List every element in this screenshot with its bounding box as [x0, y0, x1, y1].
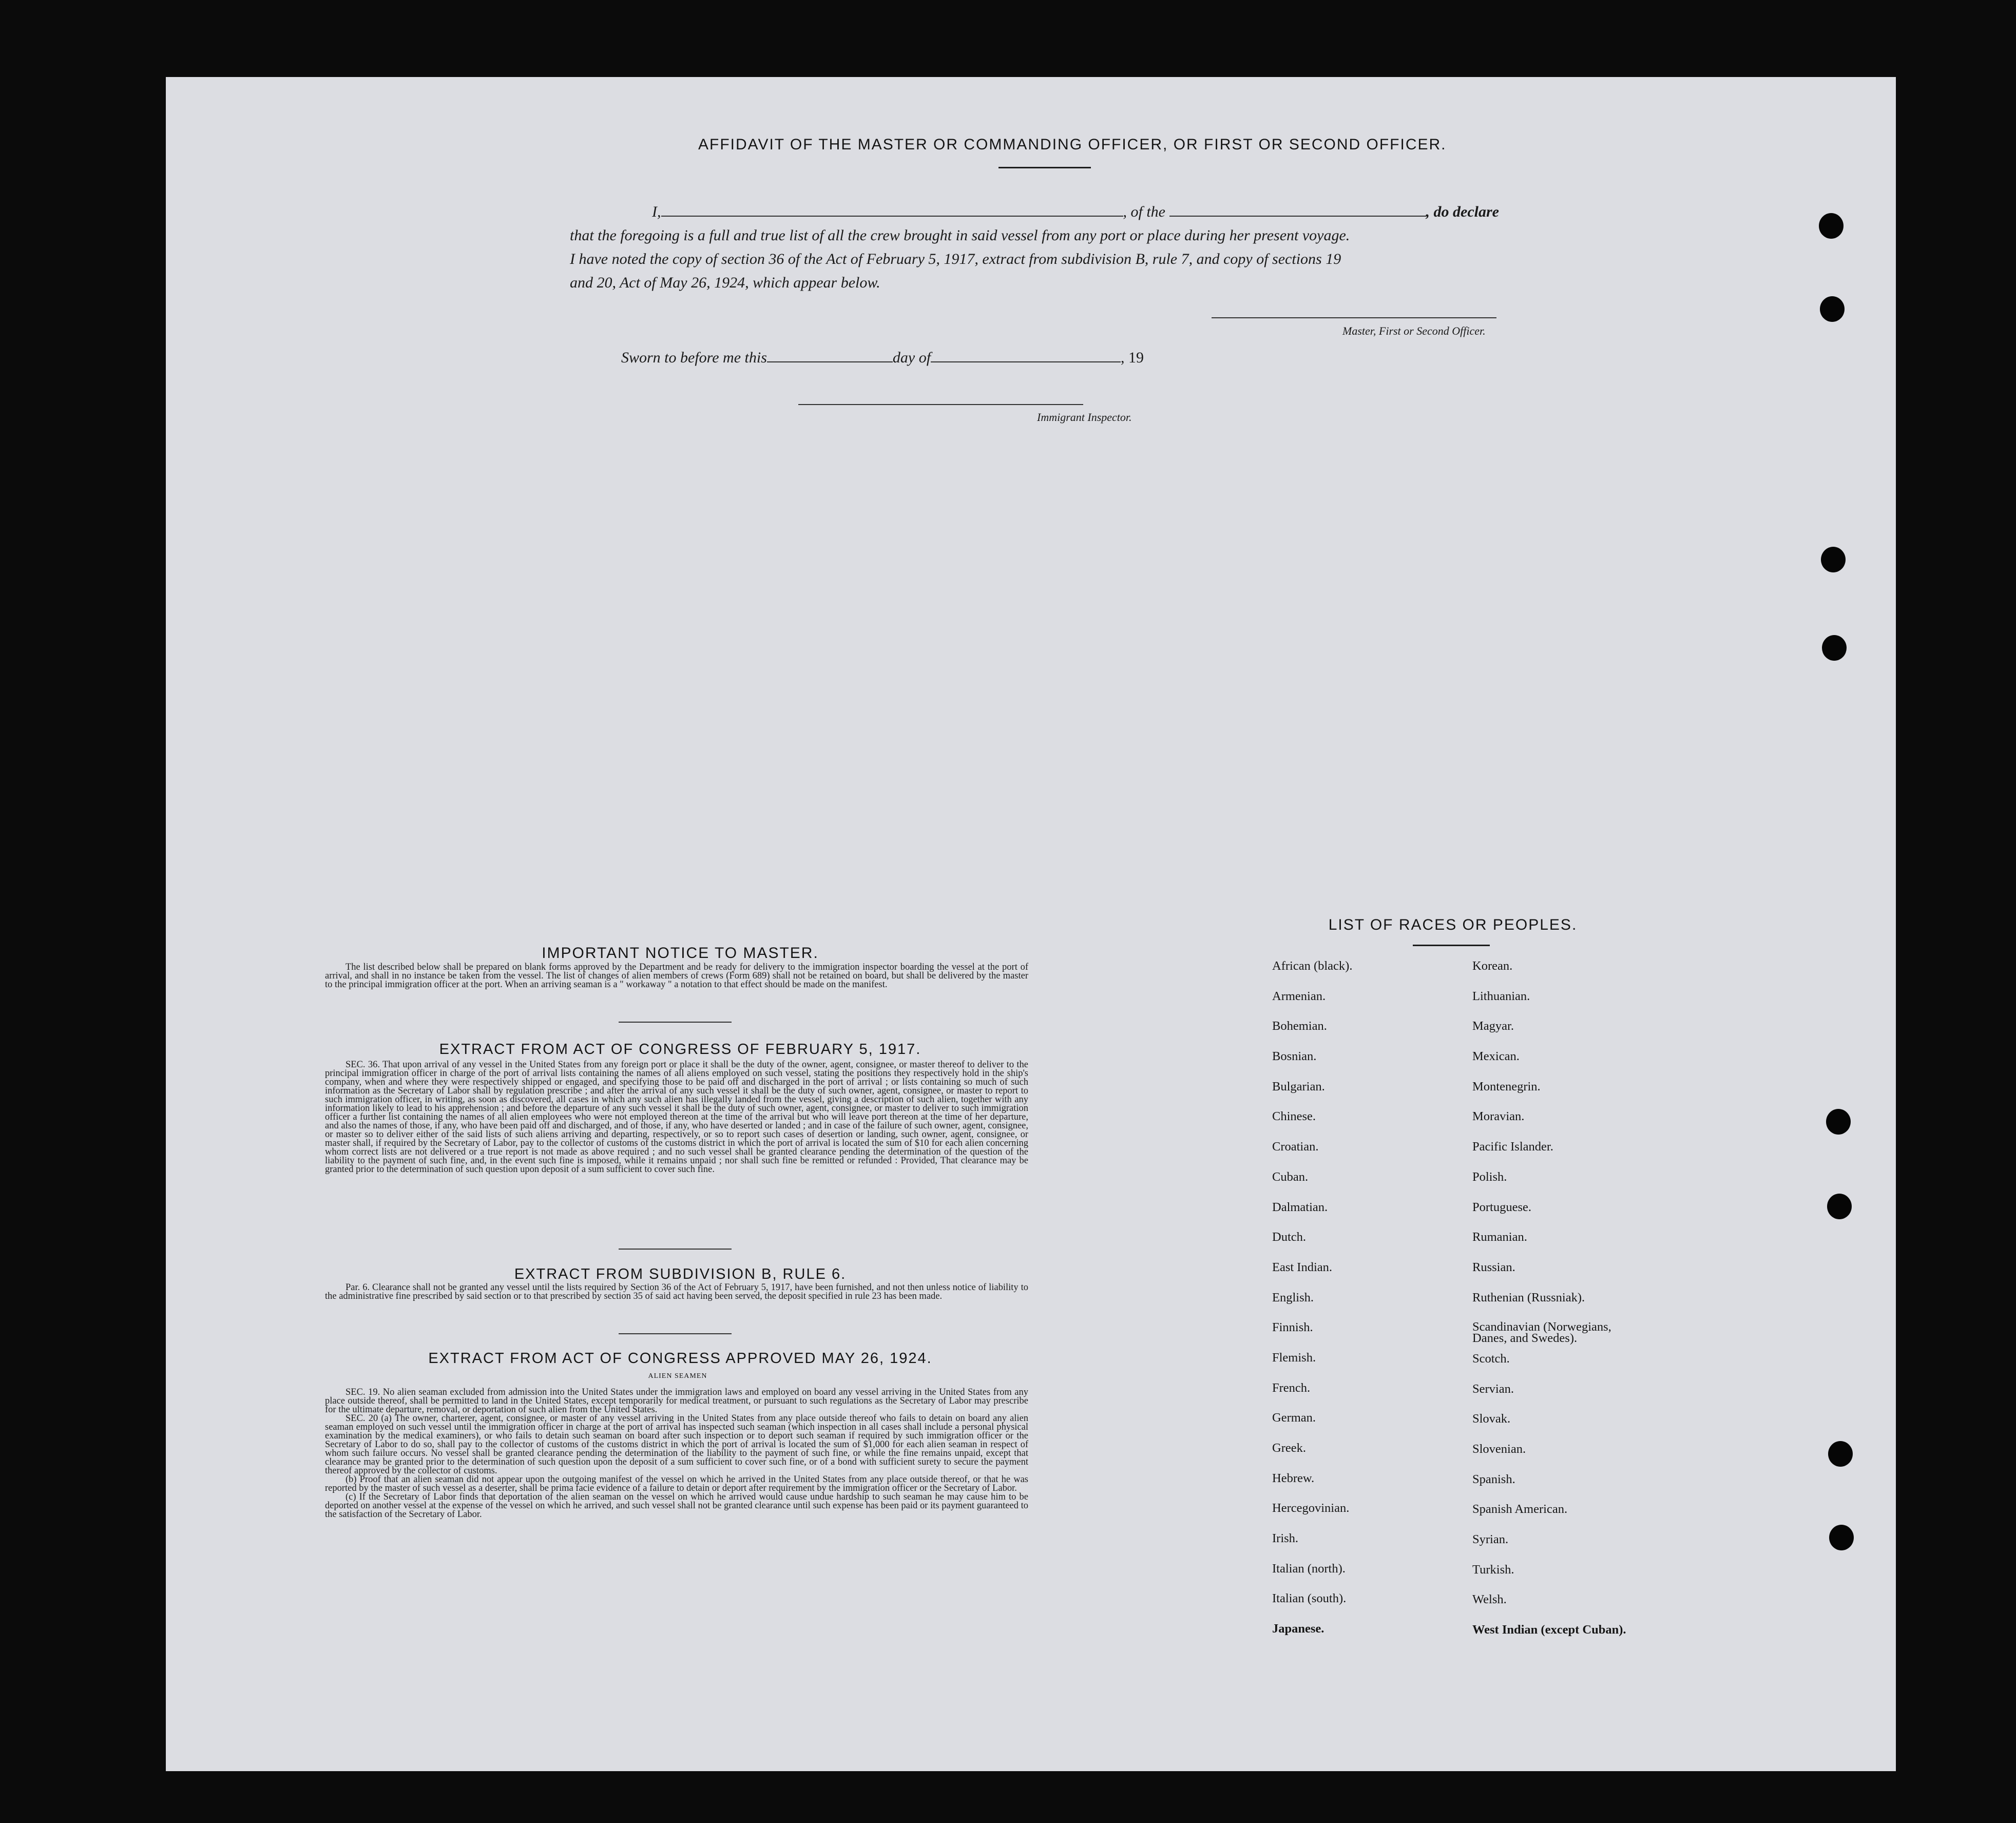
do-declare-label: , do declare: [1426, 203, 1499, 220]
race-item: Russian.: [1472, 1260, 1515, 1274]
race-item: Welsh.: [1472, 1592, 1507, 1607]
race-item: Finnish.: [1272, 1320, 1313, 1335]
punch-hole: [1821, 547, 1846, 572]
sworn-prefix: Sworn to before me this: [621, 349, 767, 366]
sworn-line: [621, 349, 1144, 367]
extract-1917-title: EXTRACT FROM ACT OF CONGRESS OF FEBRUARY 5, 1917.: [439, 1041, 921, 1058]
race-item: Slovak.: [1472, 1412, 1511, 1426]
divider: [999, 167, 1091, 168]
notice-title: IMPORTANT NOTICE TO MASTER.: [542, 945, 819, 962]
notice-body: The list described below shall be prepared on blank forms approved by the Department and be ready for delivery to the immigration inspector boarding the vessel at the port of arrival, and shall in no instance be taken from the vessel. The list of changes of alien members of crews (Form 689) shall not be retained on board, but shall be delivered by the master to the principal immigration officer at the port. When an arriving seaman is a " workaway " a notation to that effect should be made on the manifest.: [325, 962, 1028, 990]
race-item: Lithuanian.: [1472, 989, 1530, 1003]
race-item: East Indian.: [1272, 1260, 1333, 1274]
race-item: Portuguese.: [1472, 1200, 1531, 1214]
punch-hole: [1829, 1525, 1854, 1550]
extract-1917-body: SEC. 36. That upon arrival of any vessel in the United States from any foreign port or place it shall be the duty of the owner, agent, consignee, or master thereof to deliver to the principal immigration officer in charge of the port of arrival lists containing the names of all aliens employed on such vessel, stating the positions they respectively hold in the ship's company, when and where they were respectively shipped or engaged, and specifying those to be paid off and discharged in the port of arrival ; or lists containing so much of such information as the Secretary of Labor shall by regulation prescribe ; and after the arrival of any such vessel it shall be the duty of such owner, agent, consignee, or master to report to such immigration officer, in writing, as soon as discovered, all cases in which any such alien has illegally landed from the vessel, giving a description of such alien, together with any information likely to lead to his apprehension ; and before the departure of any such vessel it shall be the duty of such owner, agent, consignee, or master to deliver to such immigration officer a further list containing the names of all alien employees who were not employed thereon at the time of the arrival but who will leave port thereon at the time of her departure, and also the names of those, if any, who have been paid off and discharged, and of those, if any, who have deserted or landed ; and in case of the failure of such owner, agent, consignee, or master so to deliver either of the said lists of such aliens arriving and departing, respectively, or so to report such cases of desertion or landing, such owner, agent, consignee, or master shall, if required by the Secretary of Labor, pay to the collector of customs of the customs district in which the port of arrival is located the sum of $10 for each alien concerning whom correct lists are not delivered or a true report is not made as above required ; and no such vessel shall be granted clearance pending the determination of the question of the liability to the payment of such fine, and, in the event such fine is imposed, while it remains unpaid ; nor shall such fine be remitted or refunded : Provided, That clearance may be granted prior to the determination of such question upon deposit of a sum sufficient to cover such fine.: [325, 1060, 1028, 1175]
sec-19: SEC. 19. No alien seaman excluded from admission into the United States under the immigration laws and employed on board any vessel arriving in the United States from any place outside thereof, shall be permitted to land in the United States, except temporarily for medical treatment, or pursuant to such regulations as the Secretary of Labor may prescribe for the ultimate departure, removal, or deportation of such alien from the United States.: [325, 1387, 1028, 1415]
race-item: Bulgarian.: [1272, 1079, 1325, 1093]
race-item: Bosnian.: [1272, 1049, 1317, 1064]
race-item: African (black).: [1272, 959, 1353, 973]
name-blank[interactable]: [661, 204, 1123, 217]
race-item: Cuban.: [1272, 1169, 1309, 1184]
sec-20a: SEC. 20 (a) The owner, charterer, agent, consignee, or master of any vessel arriving in the United States from any place outside thereof who fails to detain on board any alien seaman employed on such vessel until the immigration officer in charge at the port of arrival has inspected such seaman (which inspection in all cases shall include a personal physical examination by the medical examiners), or who fails to detain such seaman on board after such inspection or to deport such seaman if required by such immigration officer or the Secretary of Labor to do so, shall pay to the collector of customs of the customs district in which the port of arrival is located the sum of $1,000 for each alien seaman in respect of whom such failure occurs. No vessel shall be granted clearance pending the determination of the liability to the payment of such fine, or while the fine remains unpaid, except that clearance may be granted prior to the determination of such question upon the deposit of a sum sufficient to cover such fine, or of a bond with sufficient surety to secure the payment thereof approved by the collector of customs.: [325, 1413, 1028, 1476]
punch-hole: [1828, 1441, 1853, 1467]
race-item: Syrian.: [1472, 1532, 1509, 1547]
punch-hole: [1822, 635, 1847, 661]
race-item: Slovenian.: [1472, 1442, 1526, 1456]
extract-1924-subtitle: ALIEN SEAMEN: [648, 1372, 707, 1380]
race-item: Scotch.: [1472, 1351, 1510, 1366]
vessel-blank[interactable]: [1169, 204, 1426, 217]
punch-hole: [1820, 296, 1845, 322]
race-item: Croatian.: [1272, 1140, 1319, 1154]
divider: [1413, 945, 1490, 946]
race-item: Spanish.: [1472, 1472, 1515, 1486]
day-blank[interactable]: [767, 350, 893, 362]
sec-20c: (c) If the Secretary of Labor finds that deportation of the alien seaman on the vessel on which he arrived would cause undue hardship to such seaman he may cause him to be deported on another vessel at the expense of the vessel on which he arrived, and such vessel shall not be granted clearance until such expense has been paid or its payment guaranteed to the satisfaction of the Secretary of Labor.: [325, 1492, 1028, 1520]
inspector-caption: Immigrant Inspector.: [1037, 411, 1132, 424]
race-item: Scandinavian (Norwegians, Danes, and Swedes).: [1472, 1320, 1611, 1346]
affidavit-line-2: I have noted the copy of section 36 of the Act of February 5, 1917, extract from subdivision B, rule 7, and copy of sections 19: [570, 251, 1341, 267]
month-blank[interactable]: [931, 350, 1121, 362]
race-item: Korean.: [1472, 959, 1513, 973]
race-item: Japanese.: [1272, 1622, 1324, 1636]
affidavit-line-1: that the foregoing is a full and true list of all the crew brought in said vessel from any port or place during her present voyage.: [570, 227, 1350, 244]
divider: [619, 1333, 732, 1334]
race-item: Greek.: [1272, 1441, 1306, 1455]
of-the-label: , of the: [1123, 203, 1165, 220]
day-of-label: day of: [892, 349, 931, 366]
race-item: Magyar.: [1472, 1019, 1514, 1033]
signature-caption: Master, First or Second Officer.: [1342, 324, 1486, 337]
extract-rule6-body: Par. 6. Clearance shall not be granted any vessel until the lists required by Section 36 of the Act of February 5, 1917, have been furnished, and not then unless notice of liability to the administrative fine prescribed by said section or to that prescribed by section 35 of said act having been served, the deposit specified in rule 23 has been made.: [325, 1282, 1028, 1301]
race-item: Irish.: [1272, 1531, 1299, 1546]
punch-hole: [1819, 213, 1844, 239]
race-item: Dalmatian.: [1272, 1200, 1328, 1214]
races-right-column: [1472, 959, 1688, 1653]
race-item: Servian.: [1472, 1381, 1514, 1396]
race-item: Bohemian.: [1272, 1019, 1327, 1033]
affidavit-body: [570, 200, 1532, 295]
extract-rule6-title: EXTRACT FROM SUBDIVISION B, RULE 6.: [514, 1266, 847, 1282]
signature-line: [1212, 317, 1496, 318]
race-item: Flemish.: [1272, 1350, 1316, 1365]
race-item: Spanish American.: [1472, 1502, 1568, 1517]
race-item: Chinese.: [1272, 1109, 1316, 1124]
race-item: Moravian.: [1472, 1109, 1525, 1124]
race-item: Italian (north).: [1272, 1561, 1346, 1576]
i-label: I,: [652, 203, 661, 220]
race-item: Hercegovinian.: [1272, 1501, 1350, 1515]
race-item: Armenian.: [1272, 989, 1326, 1003]
race-item: French.: [1272, 1380, 1311, 1395]
race-item: West Indian (except Cuban).: [1472, 1623, 1626, 1637]
affidavit-line-3: and 20, Act of May 26, 1924, which appear below.: [570, 274, 880, 291]
race-item: German.: [1272, 1411, 1316, 1425]
race-item: Pacific Islander.: [1472, 1140, 1553, 1154]
affidavit-title: AFFIDAVIT OF THE MASTER OR COMMANDING OFFICER, OR FIRST OR SECOND OFFICER.: [698, 136, 1447, 153]
race-item: Turkish.: [1472, 1562, 1514, 1577]
race-item: Hebrew.: [1272, 1471, 1315, 1485]
race-item: Italian (south).: [1272, 1591, 1347, 1606]
race-item: Montenegrin.: [1472, 1079, 1541, 1093]
race-item: Ruthenian (Russniak).: [1472, 1290, 1585, 1304]
inspector-signature-line: [798, 404, 1083, 405]
extract-1924-body: [325, 1388, 1028, 1519]
races-title: LIST OF RACES OR PEOPLES.: [1328, 916, 1578, 933]
race-item: Polish.: [1472, 1169, 1507, 1184]
race-item: English.: [1272, 1290, 1314, 1304]
race-item: Mexican.: [1472, 1049, 1520, 1064]
sec-20b: (b) Proof that an alien seaman did not appear upon the outgoing manifest of the vessel on which he arrived in the United States from any place outside thereof, or that he was reported by the master of such vessel as a deserter, shall be prima facie evidence of a failure to detain or deport after requirement by the immigration officer or the Secretary of Labor.: [325, 1474, 1028, 1493]
races-left-column: [1272, 959, 1488, 1652]
race-item: Dutch.: [1272, 1230, 1306, 1244]
divider: [619, 1249, 732, 1250]
divider: [619, 1022, 732, 1023]
extract-1924-title: EXTRACT FROM ACT OF CONGRESS APPROVED MAY 26, 1924.: [428, 1350, 932, 1367]
year-suffix: , 19: [1121, 349, 1144, 366]
punch-hole: [1827, 1194, 1852, 1219]
race-item: Rumanian.: [1472, 1230, 1527, 1244]
punch-hole: [1826, 1109, 1851, 1135]
